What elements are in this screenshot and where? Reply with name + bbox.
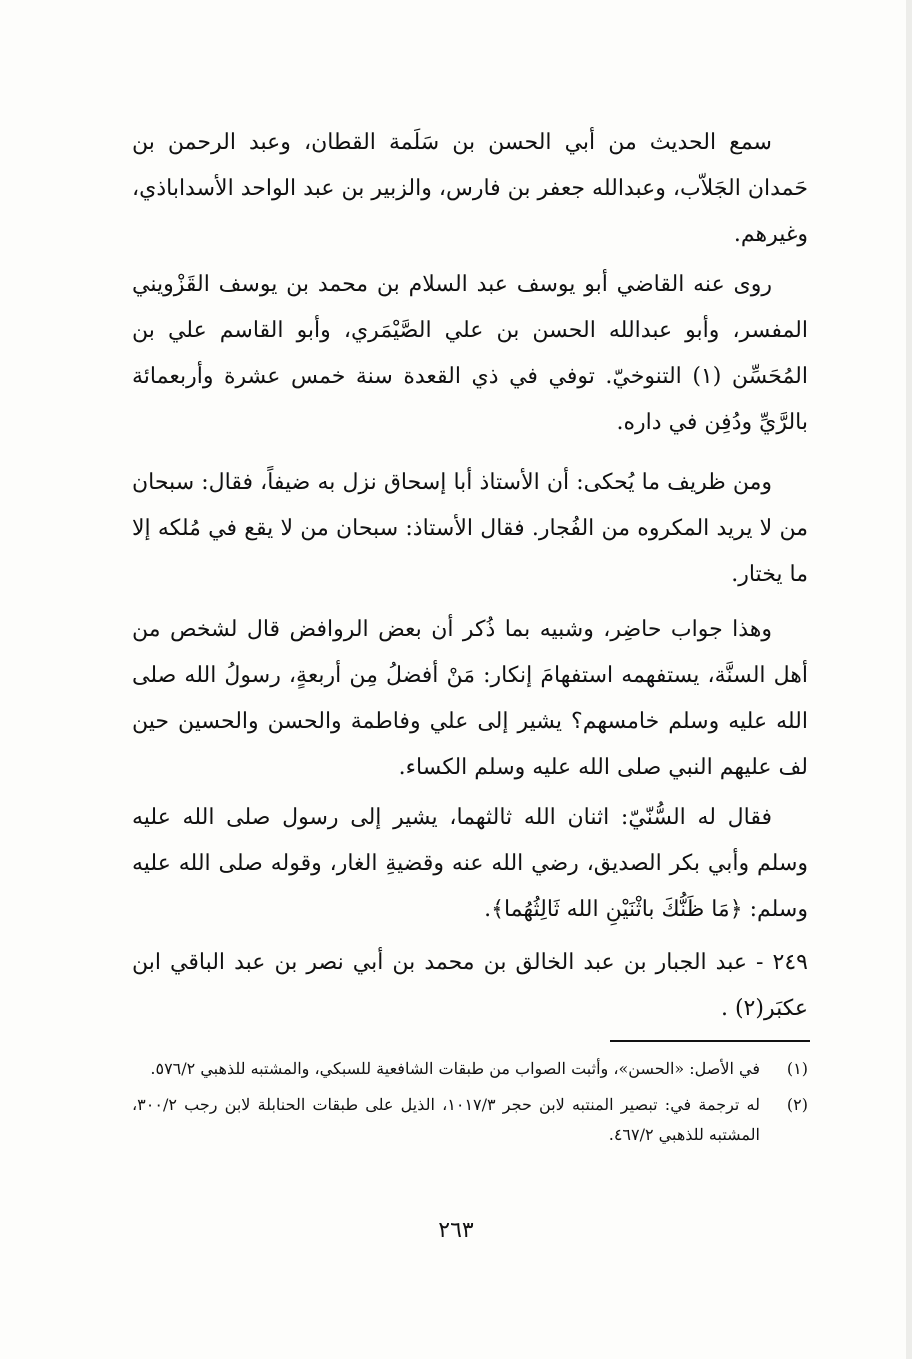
footnote-text: له ترجمة في: تبصير المنتبه لابن حجر ١٠١٧/٣، الذيل على طبقات الحنابلة لابن رجب ٣٠٠/٢، المشتبه للذهبي ٤٦٧/٢. <box>132 1095 760 1144</box>
page-number: ٢٦٣ <box>438 1218 474 1243</box>
footnote-marker: (١) <box>786 1059 808 1078</box>
paragraph-anecdote <box>132 460 808 598</box>
footnotes-section <box>132 1054 808 1156</box>
entry-heading: ٢٤٩ - عبد الجبار بن عبد الخالق بن محمد بن أبي نصر بن عبد الباقي ابن عكبَر(٢) . <box>132 950 808 1021</box>
scan-edge-shadow <box>906 0 912 1359</box>
paragraph-text: ومن ظريف ما يُحكى: أن الأستاذ أبا إسحاق نزل به ضيفاً، فقال: سبحان من لا يريد المكروه من الفُجار. فقال الأستاذ: سبحان من لا يقع في مُلكه إلا ما يختار. <box>132 470 808 587</box>
paragraph-sunni-answer <box>132 795 808 933</box>
paragraph-text: وهذا جواب حاضِر، وشبيه بما ذُكر أن بعض الروافض قال لشخص من أهل السنَّة، يستفهمه استفهامَ إنكار: مَنْ أفضلُ مِن أربعةٍ، رسولُ الله صلى الله عليه وسلم خامسهم؟ يشير إلى علي وفاطمة والحسن والحسين حين لف عليهم النبي صلى الله عليه وسلم الكساء. <box>132 617 808 780</box>
footnote-text: في الأصل: «الحسن»، وأثبت الصواب من طبقات الشافعية للسبكي، والمشتبه للذهبي ٥٧٦/٢. <box>150 1059 760 1078</box>
footnote-divider <box>610 1040 810 1042</box>
paragraph-text: سمع الحديث من أبي الحسن بن سَلَمة القطان، وعبد الرحمن بن حَمدان الجَلاّب، وعبدالله جعفر بن فارس، والزبير بن عبد الواحد الأسداباذي، وغيرهم. <box>132 130 808 247</box>
footnote-marker: (٢) <box>786 1095 808 1114</box>
paragraph-hadith-teachers <box>132 120 808 258</box>
paragraph-rafidi-question <box>132 607 808 791</box>
biography-entry-249 <box>132 940 808 1032</box>
footnote-2 <box>132 1090 808 1150</box>
paragraph-narrators-death <box>132 262 808 446</box>
footnote-1 <box>132 1054 808 1084</box>
paragraph-text: فقال له السُّنّيّ: اثنان الله ثالثهما، يشير إلى رسول صلى الله عليه وسلم وأبي بكر الصديق، رضي الله عنه وقضيةِ الغار، وقوله صلى الله عليه وسلم: ﴿مَا ظَنُّكَ باثْنَيْنِ الله ثَالِثُهُما﴾. <box>132 805 808 922</box>
paragraph-text: روى عنه القاضي أبو يوسف عبد السلام بن محمد بن يوسف القَزْويني المفسر، وأبو عبدالله الحسن بن علي الصَّيْمَري، وأبو القاسم علي بن المُحَسِّن (١) التنوخيّ. توفي في ذي القعدة سنة خمس عشرة وأربعمائة بالرَّيِّ ودُفِن في داره. <box>132 272 808 435</box>
